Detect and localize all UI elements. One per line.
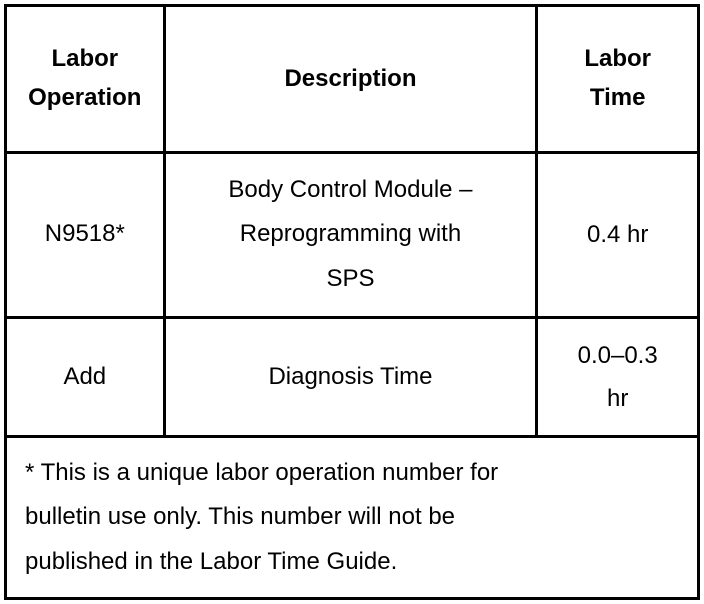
labor-time-value-line-2: hr xyxy=(607,384,629,412)
description-line-1: Body Control Module – xyxy=(228,176,473,204)
table-header-row xyxy=(6,6,699,153)
description-cell xyxy=(164,317,537,436)
description-line-2: Reprogramming with xyxy=(239,220,462,248)
labor-time-cell xyxy=(537,152,699,317)
labor-operation-code: Add xyxy=(63,362,107,390)
header-labor-operation-line-2: Operation xyxy=(28,83,142,111)
labor-operation-cell xyxy=(6,152,165,317)
footnote-line-2: bulletin use only. This number will not be xyxy=(25,503,456,531)
footnote-line-1: * This is a unique labor operation number for xyxy=(25,458,499,486)
description-line-3: SPS xyxy=(326,264,375,292)
footnote-cell xyxy=(6,437,699,599)
labor-operation-cell xyxy=(6,317,165,436)
footnote-line-3: published in the Labor Time Guide. xyxy=(25,547,398,575)
footnote-row xyxy=(6,437,699,599)
header-labor-time-line-2: Time xyxy=(589,83,646,111)
labor-time-table xyxy=(4,4,700,600)
header-labor-time xyxy=(537,6,699,153)
header-labor-operation-line-1: Labor xyxy=(51,45,119,73)
header-description-label: Description xyxy=(284,64,417,92)
header-labor-operation xyxy=(6,6,165,153)
description-line-1: Diagnosis Time xyxy=(268,362,433,390)
labor-time-value-line-1: 0.0–0.3 xyxy=(577,341,658,369)
table-row xyxy=(6,317,699,436)
description-cell xyxy=(164,152,537,317)
header-labor-time-line-1: Labor xyxy=(584,45,651,73)
labor-time-value: 0.4 hr xyxy=(586,221,649,249)
table-row xyxy=(6,152,699,317)
header-description xyxy=(164,6,537,153)
labor-time-cell xyxy=(537,317,699,436)
labor-operation-code: N9518* xyxy=(44,220,125,248)
